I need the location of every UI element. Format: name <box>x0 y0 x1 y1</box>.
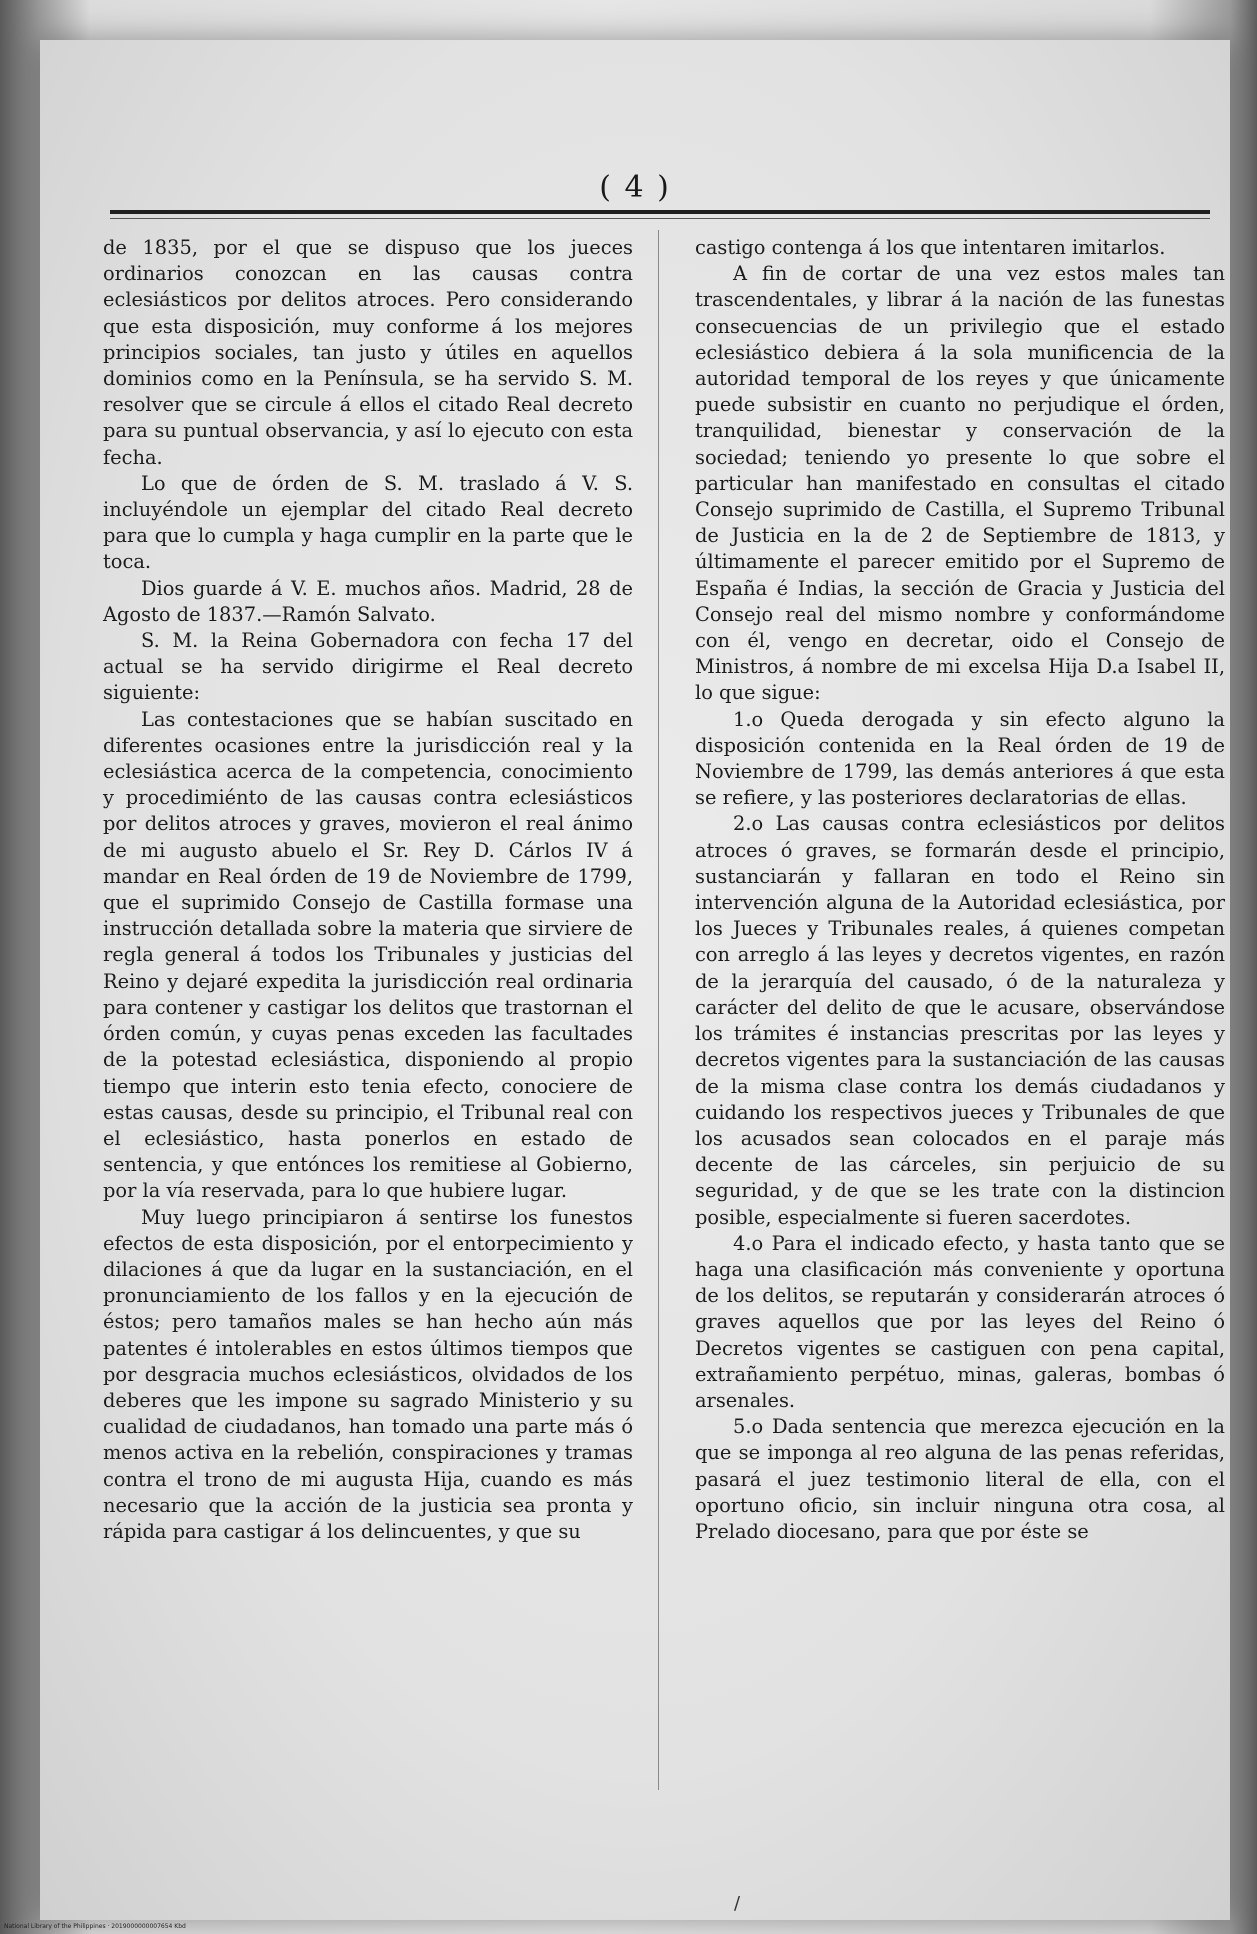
header-rule <box>110 210 1210 214</box>
paragraph: Las contestaciones que se habían suscitado en diferentes ocasiones entre la jurisdicción real y la eclesiástica acerca de la competencia, conocimiento y procedimiénto de las causas contra eclesiásticos por delitos atroces y graves, movieron el real ánimo de mi augusto abuelo el Sr. Rey D. Cárlos IV á mandar en Real órden de 19 de Noviembre de 1799, que el suprimido Consejo de Castilla formase una instrucción detallada sobre la materia que sirviere de regla general á todos los Tribunales y justicias del Reino y dejaré expedita la jurisdicción real ordinaria para contener y castigar los delitos que trastornan el órden común, y cuyas penas exceden las facultades de la potestad eclesiástica, disponiendo al propio tiempo que interin esto tenia efecto, conociere de estas causas, desde su principio, el Tribunal real con el eclesiástico, hasta ponerlos en estado de sentencia, y que entónces los remitiese al Gobierno, por la vía reservada, para lo que hubiere lugar. <box>103 707 633 1203</box>
library-credit: National Library of the Philippines · 2019000000007654 Kbd <box>4 1923 186 1930</box>
paragraph: Lo que de órden de S. M. traslado á V. S. incluyéndole un ejemplar del citado Real decreto para que lo cumpla y haga cumplir en la parte que le toca. <box>103 471 633 574</box>
document-page <box>40 40 1230 1920</box>
page-number: ( 4 ) <box>599 170 671 205</box>
column-divider <box>658 230 659 1790</box>
header-rule-thin <box>110 218 1210 219</box>
paragraph: 2.o Las causas contra eclesiásticos por delitos atroces ó graves, se formarán desde el principio, sustanciarán y fallaran en todo el Reino sin intervención alguna de la Autoridad eclesiástica, por los Jueces y Tribunales reales, á quienes competan con arreglo á las leyes y decretos vigentes, en razón de la jerarquía del causado, ó de la naturaleza y carácter del delito de que le acusare, observándose los trámites é instancias prescritas por las leyes y decretos vigentes para la sustanciación de las causas de la misma clase contra los demás ciudadanos y cuidando los respectivos jueces y Tribunales de que los acusados sean colocados en el paraje más decente de las cárceles, sin perjuicio de su seguridad, y de que se les trate con la distincion posible, especialmente si fueren sacerdotes. <box>695 812 1225 1229</box>
paragraph: 1.o Queda derogada y sin efecto alguno la disposición contenida en la Real órden de 19 de Noviembre de 1799, las demás anteriores á que esta se refiere, y las posteriores declaratorias de ellas. <box>695 707 1225 810</box>
stray-pen-mark: / <box>734 1893 741 1914</box>
left-column <box>103 235 633 1545</box>
paragraph: Muy luego principiaron á sentirse los funestos efectos de esta disposición, por el entorpecimiento y dilaciones á que da lugar en la sustanciación, en el pronunciamiento de los fallos y en la ejecución de éstos; pero tamaños males se han hecho aún más patentes é intolerables en estos últimos tiempos que por desgracia muchos eclesiásticos, olvidados de los deberes que les impone su sagrado Ministerio y su cualidad de ciudadanos, han tomado una parte más ó menos activa en la rebelión, conspiraciones y tramas contra el trono de mi augusta Hija, cuando es más necesario que la acción de la justicia sea pronta y rápida para castigar á los delincuentes, y que su <box>103 1205 633 1543</box>
paragraph: 5.o Dada sentencia que merezca ejecución en la que se imponga al reo alguna de las penas referidas, pasará el juez testimonio literal de ella, con el oportuno oficio, sin incluir ninguna otra cosa, al Prelado diocesano, para que por éste se <box>695 1415 1225 1543</box>
paragraph: castigo contenga á los que intentaren imitarlos. <box>695 236 1166 259</box>
paragraph: 4.o Para el indicado efecto, y hasta tanto que se haga una clasificación más conveniente y oportuna de los delitos, se reputarán y considerarán atroces ó graves aquellos que por las leyes del Reino ó Decretos vigentes se castiguen con pena capital, extrañamiento perpétuo, minas, galeras, bombas ó arsenales. <box>695 1231 1225 1412</box>
paragraph: A fin de cortar de una vez estos males tan trascendentales, y librar á la nación de las funestas consecuencias de un privilegio que el estado eclesiástico debiera á la sola munificencia de la autoridad temporal de los reyes y que únicamente puede subsistir en cuanto no perjudique el órden, tranquilidad, bienestar y conservación de la sociedad; teniendo yo presente lo que sobre el particular han manifestado en consultas el citado Consejo suprimido de Castilla, el Supremo Tribunal de Justicia en la de 2 de Septiembre de 1813, y últimamente el parecer emitido por el Supremo de España é Indias, la sección de Gracia y Justicia del Consejo real del mismo nombre y conformándome con él, vengo en decretar, oido el Consejo de Ministros, á nombre de mi excelsa Hija D.a Isabel II, lo que sigue: <box>695 262 1225 705</box>
paragraph: de 1835, por el que se dispuso que los jueces ordinarios conozcan en las causas contra eclesiásticos por delitos atroces. Pero considerando que esta disposición, muy conforme á los mejores principios sociales, tan justo y útiles en aquellos dominios como en la Península, se ha servido S. M. resolver que se circule á ellos el citado Real decreto para su puntual observancia, y así lo ejecuto con esta fecha. <box>103 236 633 469</box>
paragraph: Dios guarde á V. E. muchos años. Madrid, 28 de Agosto de 1837.—Ramón Salvato. <box>103 576 633 626</box>
paragraph: S. M. la Reina Gobernadora con fecha 17 del actual se ha servido dirigirme el Real decreto siguiente: <box>103 629 633 705</box>
right-column <box>695 235 1225 1545</box>
